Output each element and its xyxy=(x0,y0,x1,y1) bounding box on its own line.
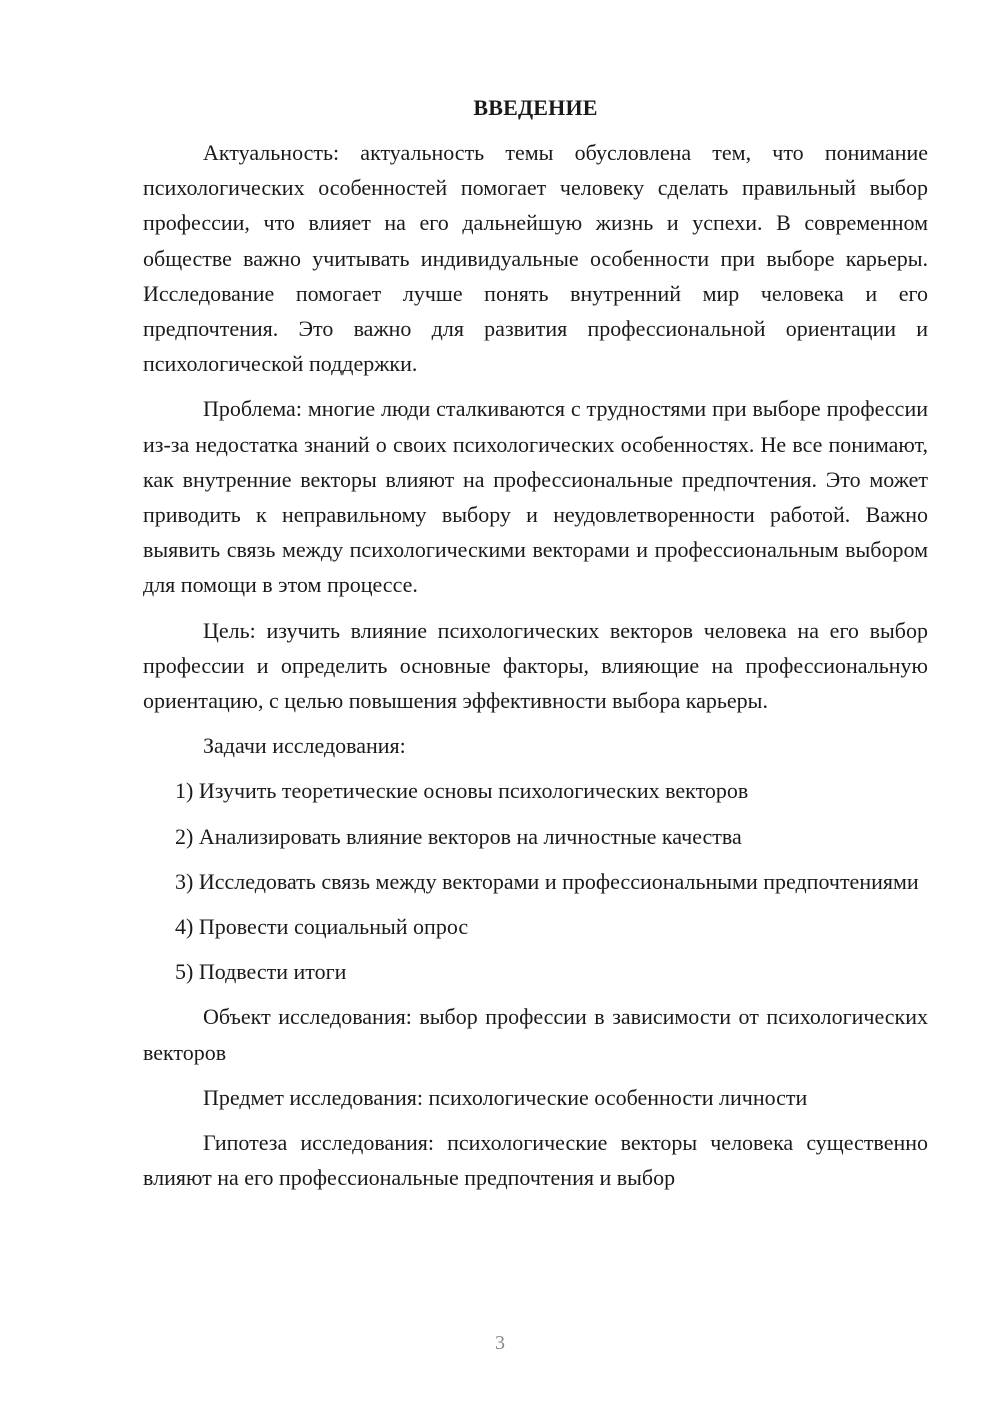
document-page xyxy=(143,90,928,1195)
paragraph-goal: Цель: изучить влияние психологических векторов человека на его выбор профессии и определить основные факторы, влияющие на профессиональную ориентацию, с целью повышения эффективности выбора карьеры. xyxy=(143,617,928,714)
task-item-3: 3) Исследовать связь между векторами и профессиональными предпочтениями xyxy=(175,868,919,894)
paragraph-object: Объект исследования: выбор профессии в зависимости от психологических векторов xyxy=(143,1004,928,1065)
paragraph-hypothesis: Гипотеза исследования: психологические векторы человека существенно влияют на его профессиональные предпочтения и выбор xyxy=(143,1130,928,1191)
task-item-2: 2) Анализировать влияние векторов на личностные качества xyxy=(175,823,742,849)
task-item-5: 5) Подвести итоги xyxy=(175,959,347,985)
task-item-4: 4) Провести социальный опрос xyxy=(175,914,469,940)
paragraph-relevance: Актуальность: актуальность темы обусловлена тем, что понимание психологических особенностей помогает человеку сделать правильный выбор профессии, что влияет на его дальнейшую жизнь и успехи. В современном обществе важно учитывать индивидуальные особенности при выборе карьеры. Исследование помогает лучше понять внутренний мир человека и его предпочтения. Это важно для развития профессиональной ориентации и психологической поддержки. xyxy=(143,140,928,377)
page-number: 3 xyxy=(495,1332,505,1354)
paragraph-subject: Предмет исследования: психологические особенности личности xyxy=(203,1084,808,1110)
paragraph-tasks-title: Задачи исследования: xyxy=(203,733,406,759)
paragraph-problem: Проблема: многие люди сталкиваются с трудностями при выборе профессии из-за недостатка знаний о своих психологических особенностях. Не все понимают, как внутренние векторы влияют на профессиональные предпочтения. Это может приводить к неправильному выбору и неудовлетворенности работой. Важно выявить связь между психологическими векторами и профессиональным выбором для помощи в этом процессе. xyxy=(143,396,928,598)
task-item-1: 1) Изучить теоретические основы психологических векторов xyxy=(175,778,749,804)
section-heading: ВВЕДЕНИЕ xyxy=(473,95,598,120)
